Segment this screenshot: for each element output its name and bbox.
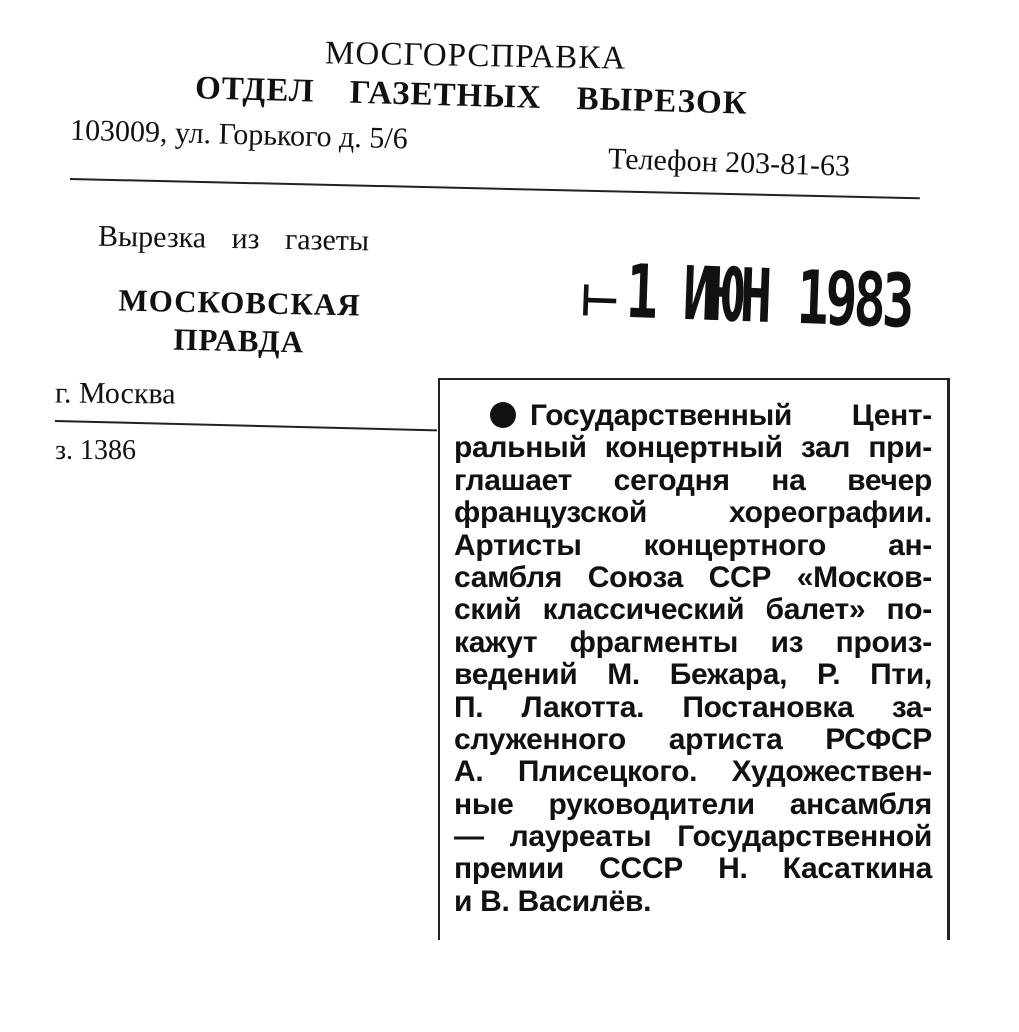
article-line: Артисты концертного ан- [454, 528, 932, 562]
newspaper-name-line-2: ПРАВДА [173, 321, 305, 360]
city: г. Москва [54, 376, 176, 411]
stamp-mark-icon: ⊢ [578, 275, 621, 328]
bullet-icon [490, 402, 516, 428]
newspaper-name-line-1: МОСКОВСКАЯ [118, 282, 362, 323]
article-line: кажут фрагменты из произ- [454, 625, 932, 659]
org-name: МОСГОРСПРАВКА [324, 35, 627, 77]
date-stamp-text: 1 ИЮН 1983 [624, 248, 913, 345]
article-line: и В. Василёв. [454, 884, 652, 918]
newspaper-name [117, 281, 361, 362]
article-line: Государственный Цент- [454, 400, 932, 432]
article-line: ные руководители ансамбля [454, 787, 932, 821]
phone-number: Телефон 203-81-63 [607, 142, 851, 183]
article-line: французской хореографии. [454, 496, 932, 530]
article-line: А. Плисецкого. Художествен- [454, 755, 932, 789]
department-name: ОТДЕЛ ГАЗЕТНЫХ ВЫРЕЗОК [194, 70, 749, 122]
date-stamp [579, 247, 1019, 348]
article-line: глашает сегодня на вечер [454, 463, 932, 497]
article-line: самбля Союза ССР «Москов- [454, 560, 932, 594]
article-line: служенного артиста РСФСР [454, 722, 932, 756]
city-divider [55, 420, 437, 431]
article-line: ведений М. Бежара, Р. Пти, [454, 658, 932, 692]
article-line: ский классический балет» по- [454, 593, 932, 627]
clipping-source-label: Вырезка из газеты [97, 219, 370, 258]
article-line: премии СССР Н. Касаткина [454, 852, 932, 886]
article-line: ральный концертный зал при- [454, 431, 932, 465]
address: 103009, ул. Горького д. 5/6 [69, 113, 409, 156]
article-body [454, 400, 932, 918]
article-line: П. Лакотта. Постановка за- [454, 690, 932, 724]
article-line: — лауреаты Государственной [454, 820, 932, 854]
order-number: з. 1386 [55, 435, 137, 466]
